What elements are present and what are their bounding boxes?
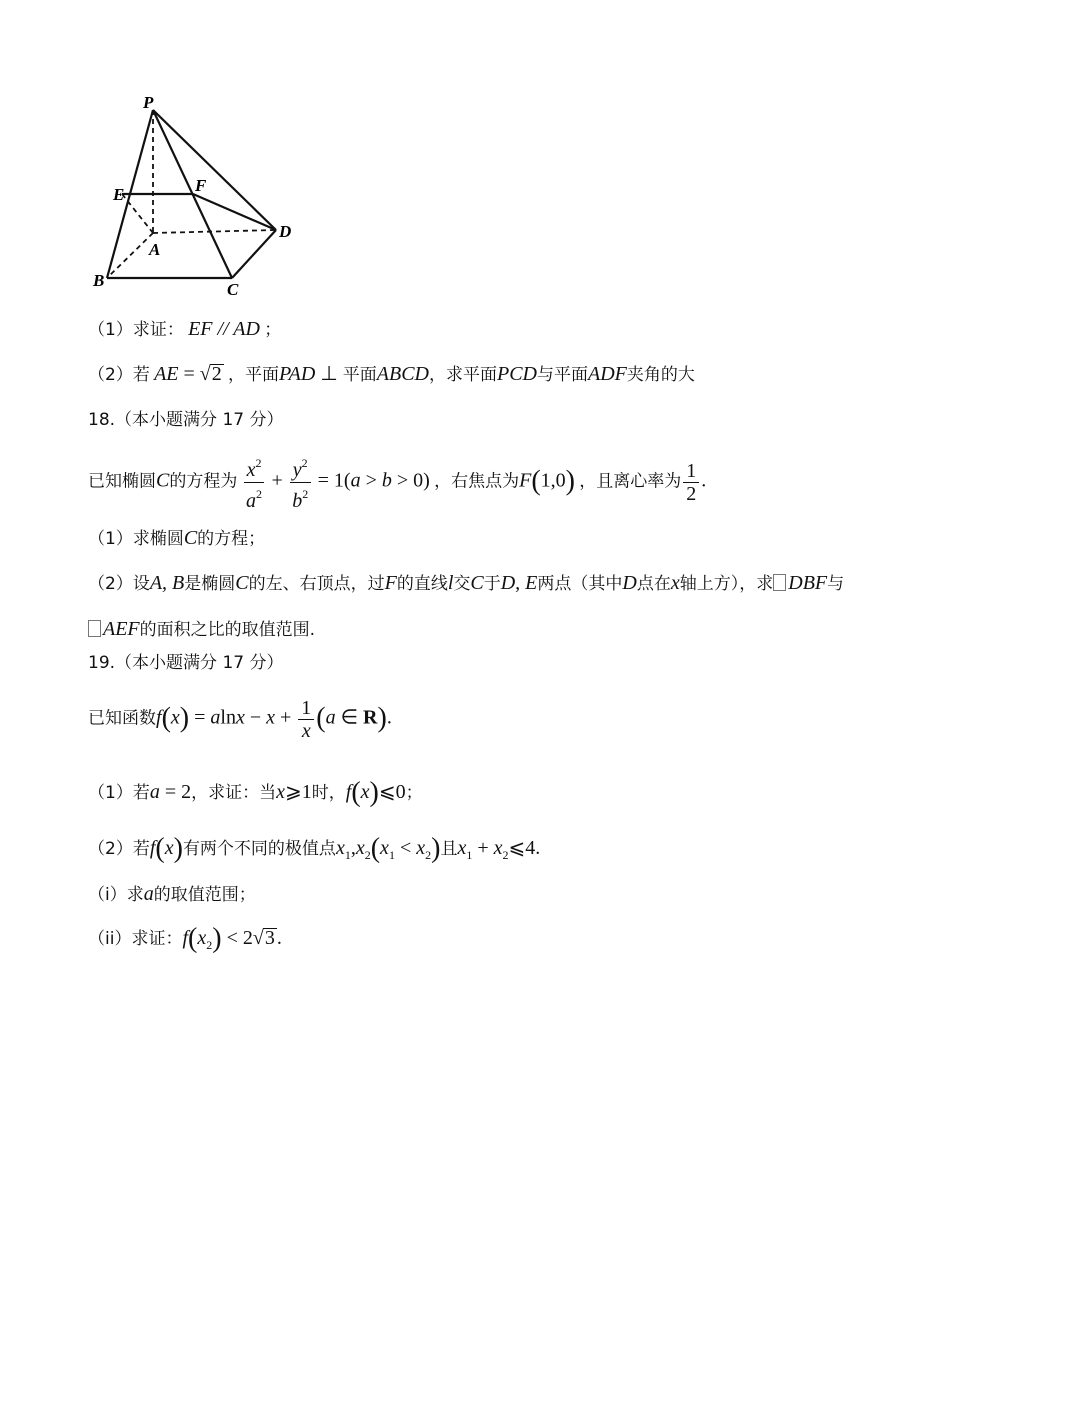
q18-stem: 已知椭圆C的方程为 $\frac{x^2}{a^2}$ + $\frac{y^2}{b^2}$ = 1(a > b > 0) ，右焦点为F(1,0) ，且离心率为 $\frac{1}{2}$ . (88, 452, 706, 513)
q17-part2: （2）若 AE = √2 ，平面PAD ⊥ 平面ABCD，求平面PCD与平面ADF夹角的大 (88, 363, 695, 385)
q19-part-ii: （ii）求证：$f(x_2) < 2√3$ . (88, 923, 282, 954)
q19-part2: （2）若f(x)有两个不同的极值点$x_1,x_2(x_1 < x_2)$且$x_1$ + $x_2⩽4$. (88, 833, 541, 864)
q18-header: 18.（本小题满分 17 分） (88, 410, 284, 430)
edge-CD (232, 230, 276, 278)
edge-PD (153, 110, 276, 230)
label-E: E (113, 185, 125, 204)
label-A: A (149, 240, 161, 259)
q18-part1: （1）求椭圆C的方程； (88, 527, 266, 549)
q17-part1: （1）求证： EF // AD ； (88, 318, 282, 340)
triangle-symbol-placeholder (88, 620, 101, 637)
label-D: D (279, 222, 292, 241)
edge-EA (122, 194, 153, 233)
edge-FD (193, 194, 276, 230)
q19-header: 19.（本小题满分 17 分） (88, 653, 284, 673)
q19-part1: （1）若a = 2，求证：当x⩾1时，f(x)⩽0； (88, 777, 423, 808)
q18-part2: （2）设A, B是椭圆C的左、右顶点，过F的直线l交C于D, E两点（其中D点在x轴上方），求 DBF与 (88, 572, 845, 594)
edge-AD (153, 230, 276, 233)
q19-stem: 已知函数f(x) = alnx − x + $\frac{1}{x}$ (a ∈ R). (88, 697, 392, 742)
q18-part2-cont: AEF的面积之比的取值范围. (88, 617, 315, 642)
label-P: P (143, 93, 154, 112)
label-F: F (195, 176, 207, 195)
triangle-symbol-placeholder (773, 574, 786, 591)
label-C: C (227, 280, 239, 299)
label-B: B (93, 271, 105, 290)
q19-part-i: （i）求a的取值范围； (88, 883, 256, 905)
pyramid-figure (85, 88, 305, 303)
